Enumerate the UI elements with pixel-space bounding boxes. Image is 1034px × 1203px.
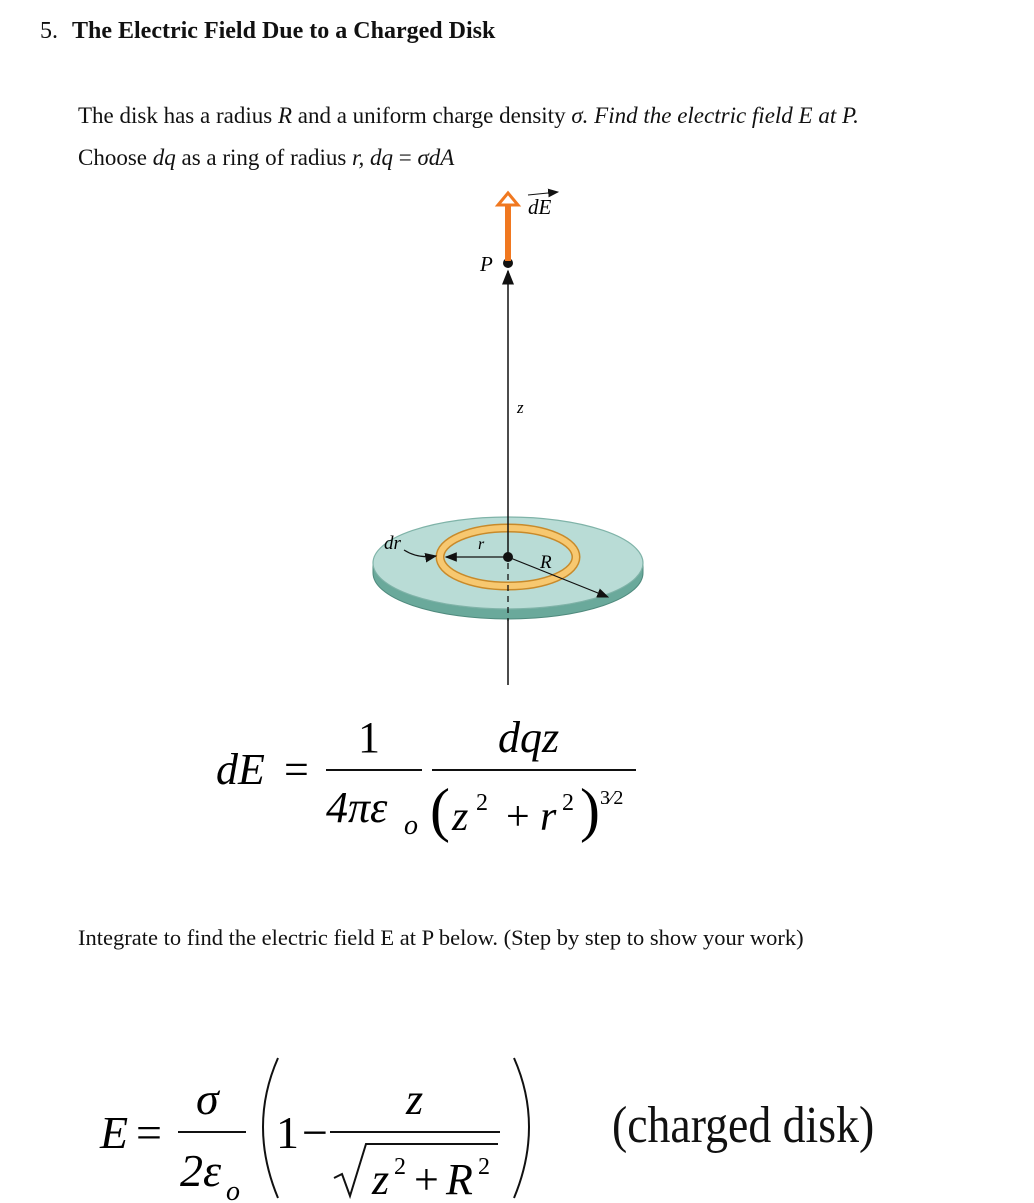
equation-dE bbox=[200, 700, 660, 880]
integration-instruction: Integrate to find the electric field E at P below. (Step by step to show your work) bbox=[78, 925, 804, 950]
symbol-sigma-dA: σdA bbox=[417, 145, 455, 170]
problem-heading: The Electric Field Due to a Charged Disk bbox=[72, 18, 496, 44]
label-P: P bbox=[480, 252, 493, 276]
equals-sign: = bbox=[392, 145, 418, 170]
statement-text: Choose bbox=[78, 145, 153, 170]
eq2-inner-exp1: 2 bbox=[394, 1154, 406, 1180]
statement-text: as a ring of radius bbox=[175, 145, 353, 170]
eq1-den2-exp2: 2 bbox=[562, 790, 574, 816]
eq2-inner-num: z bbox=[406, 1075, 424, 1124]
eq1-paren-close: ) bbox=[580, 777, 600, 843]
eq1-den2-exp1: 2 bbox=[476, 790, 488, 816]
statement-sigma-text: σ. Find the electric field E at P. bbox=[571, 103, 859, 128]
symbol-R: R bbox=[277, 103, 292, 128]
problem-number: 5. bbox=[40, 18, 58, 44]
eq1-den2-plus: + bbox=[506, 794, 530, 840]
eq1-num2: dqz bbox=[498, 713, 560, 762]
eq2-paren-right bbox=[514, 1058, 529, 1198]
eq1-lhs: dE bbox=[216, 745, 265, 794]
problem-title bbox=[40, 18, 495, 45]
eq2-lhs: E bbox=[100, 1107, 129, 1158]
dE-arrow-head bbox=[498, 193, 518, 205]
label-r: r bbox=[478, 536, 485, 553]
symbol-dq: dq bbox=[152, 145, 176, 170]
statement-line-1 bbox=[78, 103, 859, 129]
disk-center-dot bbox=[503, 552, 513, 562]
statement-text: The disk has a radius bbox=[78, 103, 278, 128]
eq1-den2-z: z bbox=[452, 794, 469, 840]
eq1-paren-open: ( bbox=[430, 777, 450, 843]
eq2-one: 1 bbox=[276, 1107, 299, 1158]
charged-disk-note: (charged disk) bbox=[612, 1097, 875, 1154]
statement-line-2 bbox=[78, 145, 454, 171]
equation-E-disk bbox=[90, 1050, 540, 1203]
eq2-den-sub: o bbox=[226, 1176, 240, 1203]
label-z: z bbox=[517, 398, 524, 417]
eq1-den1-sub: o bbox=[404, 810, 418, 841]
eq2-equals: = bbox=[136, 1107, 162, 1158]
label-R: R bbox=[540, 552, 552, 573]
label-dr: dr bbox=[384, 533, 401, 554]
eq2-inner-z: z bbox=[372, 1155, 390, 1203]
statement-text: and a uniform charge density bbox=[292, 103, 572, 128]
eq1-den1: 4πε bbox=[326, 783, 388, 832]
eq2-inner-plus: + bbox=[414, 1155, 439, 1203]
charged-disk-figure bbox=[360, 185, 660, 690]
eq1-equals: = bbox=[284, 745, 309, 794]
label-dE: dE bbox=[528, 195, 552, 219]
eq1-power: 3⁄2 bbox=[600, 787, 624, 809]
eq1-den2-r: r bbox=[540, 794, 557, 840]
eq2-inner-R: R bbox=[446, 1155, 473, 1203]
eq1-num1: 1 bbox=[358, 713, 380, 762]
symbol-r-dq: r, dq bbox=[352, 145, 393, 170]
eq2-den: 2ε bbox=[180, 1145, 222, 1196]
eq2-minus: − bbox=[302, 1107, 328, 1158]
dE-arrow-shaft bbox=[505, 205, 511, 261]
eq2-num-sigma: σ bbox=[196, 1073, 219, 1124]
eq2-inner-exp2: 2 bbox=[478, 1154, 490, 1180]
